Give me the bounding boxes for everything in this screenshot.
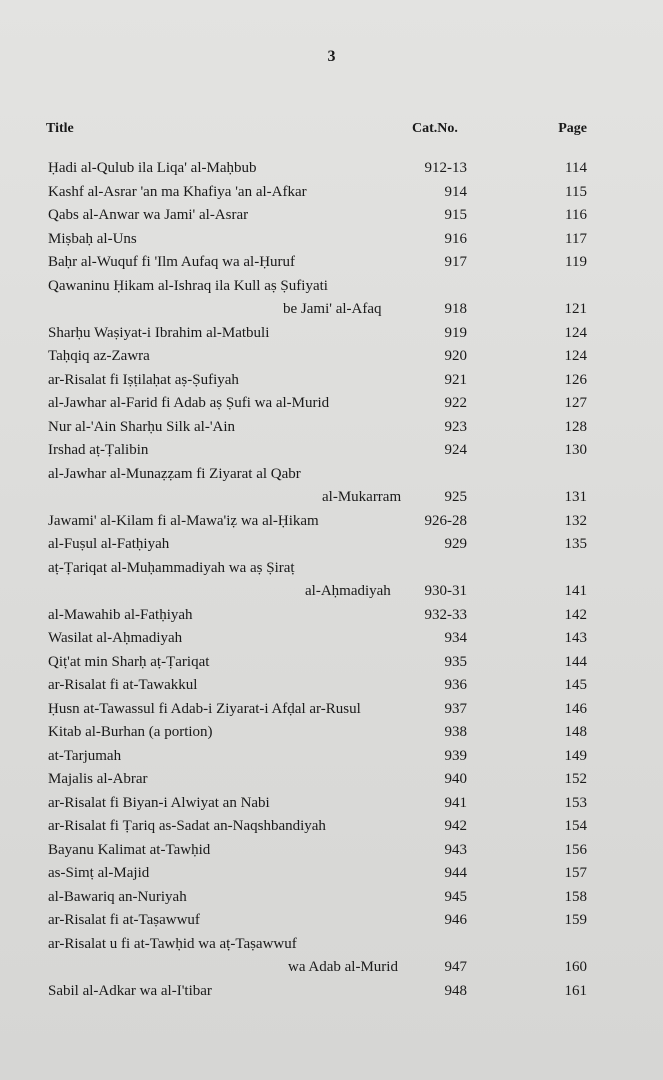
table-row (0, 674, 663, 698)
entry-cat-no: 921 (444, 371, 467, 388)
table-row (0, 862, 663, 886)
entry-title-continuation: wa Adab al-Murid (288, 959, 398, 975)
entry-page: 121 (564, 301, 587, 317)
header-page: Page (558, 121, 587, 136)
entry-page: 127 (564, 395, 587, 411)
entry-page: 157 (564, 865, 587, 881)
entry-title: as-Simṭ al-Majid (48, 865, 150, 881)
entry-title: Wasilat al-Aḥmadiyah (48, 630, 183, 646)
table-row (0, 275, 663, 322)
entry-title: al-Bawariq an-Nuriyah (48, 888, 187, 905)
entry-title-continuation: al-Mukarram (322, 489, 402, 505)
entry-title: Majalis al-Abrar (48, 771, 148, 787)
entry-title: Kashf al-Asrar 'an ma Khafiya 'an al-Afkar (48, 183, 307, 200)
entry-title: Bayanu Kalimat at-Tawḥid (48, 841, 211, 858)
entry-page: 143 (564, 630, 587, 646)
entry-cat-no: 944 (444, 865, 467, 881)
entry-title: Qabs al-Anwar wa Jami' al-Asrar (48, 207, 249, 223)
header-cat-no: Cat.No. (412, 121, 458, 136)
table-row (0, 627, 663, 651)
table-row (0, 251, 663, 275)
entry-page: 124 (564, 324, 587, 341)
table-row (0, 698, 663, 722)
entry-title: ar-Risalat fi Biyan-i Alwiyat an Nabi (48, 794, 270, 811)
entry-title: Irshad aṭ-Ṭalibin (48, 442, 149, 458)
table-row (0, 228, 663, 252)
entry-cat-no: 920 (444, 348, 467, 364)
entry-page: 153 (564, 794, 587, 811)
entry-title: aṭ-Ṭariqat al-Muḥammadiyah wa aṣ Ṣiraṭ (48, 559, 295, 576)
entry-page: 159 (564, 912, 587, 928)
entry-title: Baḥr al-Wuquf fi 'Ilm Aufaq wa al-Ḥuruf (48, 254, 296, 270)
table-row (0, 886, 663, 910)
entry-cat-no: 923 (444, 418, 467, 435)
entry-page: 156 (564, 841, 587, 858)
entry-page: 128 (564, 418, 587, 435)
entry-page: 145 (564, 677, 587, 693)
entry-title: ar-Risalat fi at-Tawakkul (48, 677, 198, 693)
table-row (0, 204, 663, 228)
entry-title: Taḥqiq az-Zawra (48, 348, 150, 364)
table-row (0, 651, 663, 675)
entry-cat-no: 912-13 (424, 160, 467, 176)
entry-cat-no: 919 (444, 324, 467, 341)
table-row (0, 557, 663, 604)
entry-title: Qawaninu Ḥikam al-Ishraq ila Kull aṣ Ṣufiyati (48, 277, 328, 294)
table-row (0, 768, 663, 792)
entry-title: ar-Risalat fi Ṭariq as-Sadat an-Naqshbandiyah (48, 818, 326, 834)
entry-cat-no: 941 (444, 794, 467, 811)
table-row (0, 533, 663, 557)
entry-cat-no: 946 (444, 912, 467, 928)
entry-page: 154 (564, 818, 587, 834)
entry-cat-no: 925 (444, 489, 467, 505)
entry-cat-no: 929 (444, 536, 467, 552)
entry-title: Ḥadi al-Qulub ila Liqa' al-Maḥbub (48, 160, 257, 176)
table-row (0, 322, 663, 346)
entry-cat-no: 922 (444, 395, 467, 411)
entry-cat-no: 916 (444, 230, 467, 247)
entry-title: Sabil al-Adkar wa al-I'tibar (48, 982, 212, 999)
entry-page: 160 (564, 959, 587, 975)
entry-cat-no: 926-28 (424, 512, 467, 529)
entry-page: 141 (564, 583, 587, 599)
entry-title: al-Jawhar al-Munaẓẓam fi Ziyarat al Qabr (48, 465, 301, 482)
entry-cat-no: 930-31 (424, 583, 467, 599)
entry-title: ar-Risalat fi at-Taṣawwuf (48, 912, 200, 928)
table-row (0, 157, 663, 181)
entry-page: 135 (564, 536, 587, 552)
entry-page: 146 (564, 700, 587, 717)
entry-cat-no: 948 (444, 982, 467, 999)
entry-title: Sharḥu Waṣiyat-i Ibrahim al-Matbuli (48, 324, 270, 341)
table-row (0, 345, 663, 369)
entry-cat-no: 947 (444, 959, 467, 975)
entry-cat-no: 937 (444, 700, 467, 717)
table-row (0, 181, 663, 205)
entry-title: ar-Risalat fi Iṣṭilaḥat aṣ-Ṣufiyah (48, 371, 239, 388)
table-row (0, 933, 663, 980)
entry-page: 124 (564, 348, 587, 364)
entry-page: 148 (564, 724, 587, 740)
entry-cat-no: 943 (444, 841, 467, 858)
entry-cat-no: 915 (444, 207, 467, 223)
entry-title: al-Jawhar al-Farid fi Adab aṣ Ṣufi wa al-Murid (48, 395, 330, 411)
entry-page: 158 (564, 888, 587, 905)
entry-title: Qiṭ'at min Sharḥ aṭ-Ṭariqat (48, 653, 210, 670)
entry-title: Kitab al-Burhan (a portion) (48, 724, 213, 740)
table-row (0, 909, 663, 933)
entry-page: 114 (565, 160, 587, 176)
entry-page: 116 (565, 207, 587, 223)
table-row (0, 721, 663, 745)
entry-cat-no: 914 (444, 183, 467, 200)
table-row (0, 792, 663, 816)
entry-title: Miṣbaḥ al-Uns (48, 230, 137, 247)
table-row (0, 369, 663, 393)
table-row (0, 510, 663, 534)
catalogue-list (0, 157, 663, 1003)
entry-cat-no: 934 (444, 630, 467, 646)
entry-page: 149 (564, 747, 587, 764)
entry-cat-no: 940 (444, 771, 467, 787)
table-row (0, 392, 663, 416)
page-number: 3 (327, 48, 336, 65)
entry-title-continuation: be Jami' al-Afaq (283, 301, 382, 317)
entry-page: 152 (564, 771, 587, 787)
entry-title: al-Mawahib al-Fatḥiyah (48, 606, 193, 623)
table-row (0, 463, 663, 510)
entry-cat-no: 936 (444, 677, 467, 693)
entry-cat-no: 918 (444, 301, 467, 317)
table-row (0, 604, 663, 628)
entry-title: Ḥusn at-Tawassul fi Adab-i Ziyarat-i Afḍal ar-Rusul (48, 700, 361, 717)
table-row (0, 416, 663, 440)
entry-title: ar-Risalat u fi at-Tawḥid wa aṭ-Taṣawwuf (48, 935, 297, 952)
entry-title-continuation: al-Aḥmadiyah (305, 583, 391, 599)
entry-page: 119 (565, 254, 587, 270)
entry-cat-no: 945 (444, 888, 467, 905)
entry-page: 142 (564, 606, 587, 623)
entry-page: 117 (565, 230, 587, 247)
entry-page: 126 (564, 371, 587, 388)
table-row (0, 980, 663, 1004)
entry-title: at-Tarjumah (48, 747, 122, 764)
entry-cat-no: 932-33 (424, 606, 467, 623)
table-row (0, 815, 663, 839)
entry-page: 161 (564, 982, 587, 999)
entry-title: Nur al-'Ain Sharḥu Silk al-'Ain (48, 418, 236, 435)
entry-page: 131 (564, 489, 587, 505)
entry-cat-no: 939 (444, 747, 467, 764)
table-row (0, 745, 663, 769)
table-row (0, 839, 663, 863)
entry-title: al-Fuṣul al-Fatḥiyah (48, 536, 170, 552)
entry-title: Jawami' al-Kilam fi al-Mawa'iẓ wa al-Ḥikam (48, 512, 319, 529)
table-header (0, 121, 663, 141)
entry-cat-no: 938 (444, 724, 467, 740)
table-row (0, 439, 663, 463)
header-title: Title (46, 121, 74, 136)
entry-page: 132 (564, 512, 587, 529)
entry-page: 144 (564, 653, 587, 670)
entry-page: 115 (565, 183, 587, 200)
entry-page: 130 (564, 442, 587, 458)
entry-cat-no: 924 (444, 442, 467, 458)
entry-cat-no: 917 (444, 254, 467, 270)
entry-cat-no: 935 (444, 653, 467, 670)
entry-cat-no: 942 (444, 818, 467, 834)
